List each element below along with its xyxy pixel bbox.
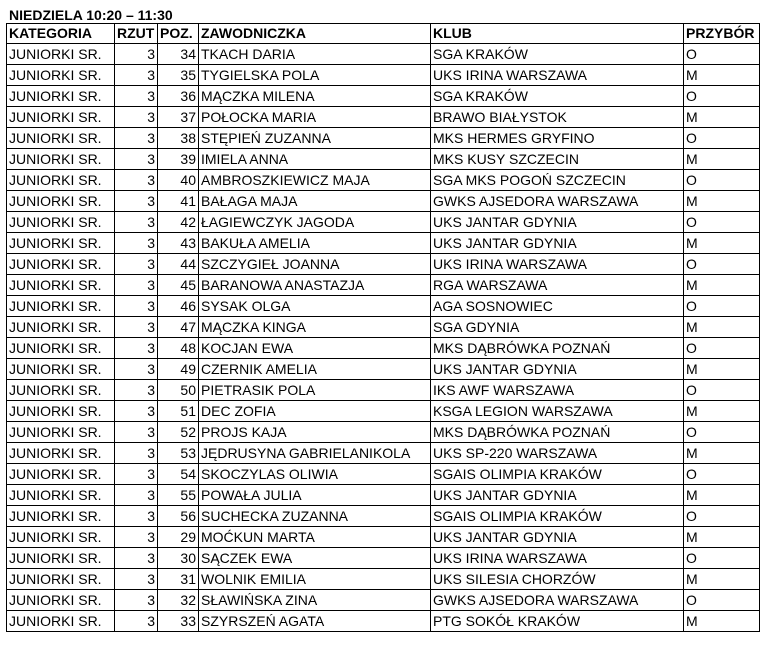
cell-zawodniczka: JĘDRUSYNA GABRIELANIKOLA: [199, 443, 431, 464]
table-row: [7, 569, 760, 590]
cell-przybor: O: [684, 380, 760, 401]
table-row: [7, 548, 760, 569]
cell-poz: 47: [158, 317, 199, 338]
cell-przybor: O: [684, 170, 760, 191]
cell-klub: GWKS AJSEDORA WARSZAWA: [431, 590, 684, 611]
cell-klub: SGA KRAKÓW: [431, 86, 684, 107]
header-rzut: RZUT: [115, 24, 158, 44]
cell-zawodniczka: SĄCZEK EWA: [199, 548, 431, 569]
cell-rzut: 3: [115, 548, 158, 569]
table-row: [7, 338, 760, 359]
table-row: [7, 212, 760, 233]
cell-klub: AGA SOSNOWIEC: [431, 296, 684, 317]
cell-poz: 34: [158, 44, 199, 65]
cell-zawodniczka: MĄCZKA KINGA: [199, 317, 431, 338]
cell-poz: 39: [158, 149, 199, 170]
table-row: [7, 191, 760, 212]
table-row: [7, 506, 760, 527]
cell-klub: IKS AWF WARSZAWA: [431, 380, 684, 401]
table-row: [7, 44, 760, 65]
cell-zawodniczka: IMIELA ANNA: [199, 149, 431, 170]
cell-przybor: M: [684, 233, 760, 254]
table-row: [7, 128, 760, 149]
cell-przybor: M: [684, 485, 760, 506]
cell-przybor: M: [684, 275, 760, 296]
cell-kategoria: JUNIORKI SR.: [7, 485, 115, 506]
cell-rzut: 3: [115, 44, 158, 65]
cell-rzut: 3: [115, 107, 158, 128]
cell-rzut: 3: [115, 296, 158, 317]
cell-zawodniczka: MOĆKUN MARTA: [199, 527, 431, 548]
cell-klub: UKS SP-220 WARSZAWA: [431, 443, 684, 464]
cell-kategoria: JUNIORKI SR.: [7, 611, 115, 632]
cell-klub: UKS IRINA WARSZAWA: [431, 254, 684, 275]
table-row: [7, 65, 760, 86]
cell-poz: 55: [158, 485, 199, 506]
table-row: [7, 170, 760, 191]
table-body: [7, 44, 760, 632]
cell-klub: SGAIS OLIMPIA KRAKÓW: [431, 506, 684, 527]
cell-zawodniczka: PROJS KAJA: [199, 422, 431, 443]
cell-rzut: 3: [115, 506, 158, 527]
cell-rzut: 3: [115, 128, 158, 149]
table-row: [7, 275, 760, 296]
cell-poz: 38: [158, 128, 199, 149]
cell-poz: 30: [158, 548, 199, 569]
cell-rzut: 3: [115, 485, 158, 506]
cell-zawodniczka: CZERNIK AMELIA: [199, 359, 431, 380]
cell-klub: UKS JANTAR GDYNIA: [431, 359, 684, 380]
table-row: [7, 296, 760, 317]
table-row: [7, 233, 760, 254]
cell-kategoria: JUNIORKI SR.: [7, 191, 115, 212]
cell-przybor: O: [684, 44, 760, 65]
cell-przybor: M: [684, 569, 760, 590]
start-list-table: [6, 23, 760, 632]
table-row: [7, 485, 760, 506]
cell-kategoria: JUNIORKI SR.: [7, 212, 115, 233]
cell-poz: 54: [158, 464, 199, 485]
cell-poz: 46: [158, 296, 199, 317]
cell-przybor: O: [684, 464, 760, 485]
cell-przybor: O: [684, 212, 760, 233]
cell-kategoria: JUNIORKI SR.: [7, 296, 115, 317]
cell-klub: MKS KUSY SZCZECIN: [431, 149, 684, 170]
cell-przybor: M: [684, 401, 760, 422]
cell-rzut: 3: [115, 611, 158, 632]
cell-klub: SGAIS OLIMPIA KRAKÓW: [431, 464, 684, 485]
cell-poz: 33: [158, 611, 199, 632]
cell-zawodniczka: POWAŁA JULIA: [199, 485, 431, 506]
cell-kategoria: JUNIORKI SR.: [7, 506, 115, 527]
cell-kategoria: JUNIORKI SR.: [7, 233, 115, 254]
cell-kategoria: JUNIORKI SR.: [7, 128, 115, 149]
cell-klub: UKS SILESIA CHORZÓW: [431, 569, 684, 590]
cell-zawodniczka: DEC ZOFIA: [199, 401, 431, 422]
cell-kategoria: JUNIORKI SR.: [7, 401, 115, 422]
cell-poz: 37: [158, 107, 199, 128]
cell-poz: 43: [158, 233, 199, 254]
page-title: NIEDZIELA 10:20 – 11:30: [9, 7, 173, 23]
cell-kategoria: JUNIORKI SR.: [7, 65, 115, 86]
cell-zawodniczka: MĄCZKA MILENA: [199, 86, 431, 107]
cell-zawodniczka: POŁOCKA MARIA: [199, 107, 431, 128]
cell-rzut: 3: [115, 65, 158, 86]
cell-poz: 40: [158, 170, 199, 191]
cell-zawodniczka: AMBROSZKIEWICZ MAJA: [199, 170, 431, 191]
cell-rzut: 3: [115, 170, 158, 191]
cell-poz: 56: [158, 506, 199, 527]
cell-zawodniczka: BAŁAGA MAJA: [199, 191, 431, 212]
cell-kategoria: JUNIORKI SR.: [7, 254, 115, 275]
cell-przybor: M: [684, 65, 760, 86]
cell-kategoria: JUNIORKI SR.: [7, 44, 115, 65]
table-row: [7, 86, 760, 107]
cell-zawodniczka: SUCHECKA ZUZANNA: [199, 506, 431, 527]
cell-klub: SGA KRAKÓW: [431, 44, 684, 65]
cell-zawodniczka: STĘPIEŃ ZUZANNA: [199, 128, 431, 149]
cell-przybor: M: [684, 191, 760, 212]
cell-kategoria: JUNIORKI SR.: [7, 170, 115, 191]
cell-zawodniczka: BAKUŁA AMELIA: [199, 233, 431, 254]
cell-przybor: O: [684, 506, 760, 527]
cell-zawodniczka: WOLNIK EMILIA: [199, 569, 431, 590]
header-poz: POZ.: [158, 24, 199, 44]
cell-zawodniczka: TYGIELSKA POLA: [199, 65, 431, 86]
cell-rzut: 3: [115, 380, 158, 401]
cell-przybor: O: [684, 338, 760, 359]
cell-kategoria: JUNIORKI SR.: [7, 527, 115, 548]
cell-poz: 53: [158, 443, 199, 464]
cell-poz: 35: [158, 65, 199, 86]
cell-klub: UKS JANTAR GDYNIA: [431, 233, 684, 254]
table-row: [7, 422, 760, 443]
table-row: [7, 317, 760, 338]
cell-rzut: 3: [115, 401, 158, 422]
header-zawodniczka: ZAWODNICZKA: [199, 24, 431, 44]
cell-poz: 49: [158, 359, 199, 380]
cell-przybor: O: [684, 548, 760, 569]
cell-poz: 36: [158, 86, 199, 107]
cell-rzut: 3: [115, 191, 158, 212]
cell-kategoria: JUNIORKI SR.: [7, 443, 115, 464]
cell-poz: 42: [158, 212, 199, 233]
cell-przybor: M: [684, 317, 760, 338]
cell-klub: UKS IRINA WARSZAWA: [431, 65, 684, 86]
cell-rzut: 3: [115, 464, 158, 485]
cell-kategoria: JUNIORKI SR.: [7, 149, 115, 170]
cell-przybor: M: [684, 107, 760, 128]
cell-poz: 50: [158, 380, 199, 401]
table-row: [7, 149, 760, 170]
cell-klub: PTG SOKÓŁ KRAKÓW: [431, 611, 684, 632]
table-row: [7, 401, 760, 422]
cell-kategoria: JUNIORKI SR.: [7, 422, 115, 443]
cell-poz: 45: [158, 275, 199, 296]
cell-klub: UKS JANTAR GDYNIA: [431, 527, 684, 548]
cell-kategoria: JUNIORKI SR.: [7, 107, 115, 128]
cell-poz: 32: [158, 590, 199, 611]
cell-poz: 29: [158, 527, 199, 548]
cell-zawodniczka: PIETRASIK POLA: [199, 380, 431, 401]
cell-przybor: M: [684, 443, 760, 464]
cell-kategoria: JUNIORKI SR.: [7, 464, 115, 485]
cell-przybor: O: [684, 254, 760, 275]
table-row: [7, 611, 760, 632]
cell-poz: 41: [158, 191, 199, 212]
table-header-row: [7, 24, 760, 44]
table-row: [7, 590, 760, 611]
cell-przybor: M: [684, 527, 760, 548]
cell-zawodniczka: ŁAGIEWCZYK JAGODA: [199, 212, 431, 233]
cell-przybor: M: [684, 611, 760, 632]
cell-klub: MKS DĄBRÓWKA POZNAŃ: [431, 338, 684, 359]
cell-zawodniczka: BARANOWA ANASTAZJA: [199, 275, 431, 296]
cell-kategoria: JUNIORKI SR.: [7, 359, 115, 380]
cell-przybor: O: [684, 422, 760, 443]
table-row: [7, 464, 760, 485]
cell-przybor: M: [684, 359, 760, 380]
cell-kategoria: JUNIORKI SR.: [7, 569, 115, 590]
cell-klub: SGA GDYNIA: [431, 317, 684, 338]
cell-rzut: 3: [115, 86, 158, 107]
cell-klub: SGA MKS POGOŃ SZCZECIN: [431, 170, 684, 191]
cell-przybor: O: [684, 86, 760, 107]
cell-kategoria: JUNIORKI SR.: [7, 275, 115, 296]
cell-zawodniczka: SYSAK OLGA: [199, 296, 431, 317]
cell-kategoria: JUNIORKI SR.: [7, 338, 115, 359]
cell-zawodniczka: SŁAWIŃSKA ZINA: [199, 590, 431, 611]
cell-zawodniczka: KOCJAN EWA: [199, 338, 431, 359]
header-przybor: PRZYBÓR: [684, 24, 760, 44]
cell-zawodniczka: SZYRSZEŃ AGATA: [199, 611, 431, 632]
cell-zawodniczka: SZCZYGIEŁ JOANNA: [199, 254, 431, 275]
table-row: [7, 380, 760, 401]
table-row: [7, 254, 760, 275]
cell-kategoria: JUNIORKI SR.: [7, 86, 115, 107]
cell-klub: MKS DĄBRÓWKA POZNAŃ: [431, 422, 684, 443]
cell-kategoria: JUNIORKI SR.: [7, 317, 115, 338]
cell-rzut: 3: [115, 149, 158, 170]
cell-poz: 44: [158, 254, 199, 275]
cell-klub: RGA WARSZAWA: [431, 275, 684, 296]
cell-zawodniczka: TKACH DARIA: [199, 44, 431, 65]
cell-klub: KSGA LEGION WARSZAWA: [431, 401, 684, 422]
cell-poz: 48: [158, 338, 199, 359]
header-kategoria: KATEGORIA: [7, 24, 115, 44]
cell-klub: MKS HERMES GRYFINO: [431, 128, 684, 149]
cell-poz: 52: [158, 422, 199, 443]
table-row: [7, 107, 760, 128]
cell-poz: 31: [158, 569, 199, 590]
cell-klub: UKS JANTAR GDYNIA: [431, 485, 684, 506]
cell-przybor: O: [684, 128, 760, 149]
cell-rzut: 3: [115, 233, 158, 254]
cell-klub: UKS IRINA WARSZAWA: [431, 548, 684, 569]
cell-klub: BRAWO BIAŁYSTOK: [431, 107, 684, 128]
cell-poz: 51: [158, 401, 199, 422]
cell-rzut: 3: [115, 338, 158, 359]
cell-rzut: 3: [115, 443, 158, 464]
cell-zawodniczka: SKOCZYLAS OLIWIA: [199, 464, 431, 485]
cell-przybor: O: [684, 296, 760, 317]
cell-rzut: 3: [115, 275, 158, 296]
cell-rzut: 3: [115, 569, 158, 590]
cell-kategoria: JUNIORKI SR.: [7, 380, 115, 401]
cell-rzut: 3: [115, 527, 158, 548]
cell-klub: GWKS AJSEDORA WARSZAWA: [431, 191, 684, 212]
table-row: [7, 359, 760, 380]
cell-kategoria: JUNIORKI SR.: [7, 548, 115, 569]
cell-kategoria: JUNIORKI SR.: [7, 590, 115, 611]
header-klub: KLUB: [431, 24, 684, 44]
cell-rzut: 3: [115, 422, 158, 443]
cell-przybor: O: [684, 590, 760, 611]
cell-przybor: M: [684, 149, 760, 170]
cell-klub: UKS JANTAR GDYNIA: [431, 212, 684, 233]
cell-rzut: 3: [115, 317, 158, 338]
table-row: [7, 527, 760, 548]
cell-rzut: 3: [115, 590, 158, 611]
cell-rzut: 3: [115, 254, 158, 275]
cell-rzut: 3: [115, 359, 158, 380]
table-row: [7, 443, 760, 464]
cell-rzut: 3: [115, 212, 158, 233]
